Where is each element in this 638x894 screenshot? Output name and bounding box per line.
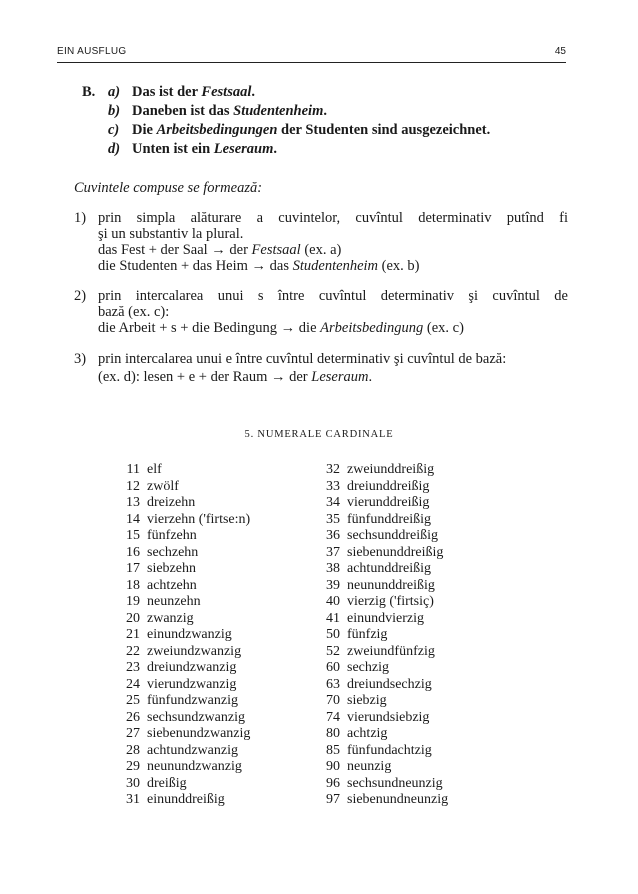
numeral-number: 16 (126, 544, 140, 560)
running-title: EIN AUSFLUG (57, 46, 127, 57)
rule-3 (74, 350, 568, 386)
rule-text: prin intercalarea unui e între cuvîntul determinativ şi cuvîntul de bază: (98, 351, 507, 367)
numeral-word: fünfzehn (147, 528, 197, 543)
numerals-left-column (120, 462, 250, 809)
numeral-number: 23 (126, 660, 140, 675)
numeral-number: 36 (326, 528, 340, 543)
numeral-row (120, 561, 250, 578)
numeral-row (320, 776, 448, 793)
numeral-word: fünfzig (347, 627, 388, 642)
numeral-word: achtzehn (147, 577, 197, 593)
numeral-word: sechsunddreißig (347, 528, 438, 543)
example-text: Das ist der Festsaal. (132, 84, 255, 100)
example-sentences (82, 83, 490, 159)
numeral-number: 26 (126, 709, 140, 725)
numeral-word: einunddreißig (147, 792, 225, 807)
numeral-row (320, 743, 448, 760)
numeral-number: 24 (126, 676, 140, 692)
numeral-word: einundvierzig (347, 610, 424, 626)
numeral-row (320, 479, 448, 496)
numeral-row (120, 660, 250, 677)
numeral-word: siebzig (347, 693, 387, 708)
numeral-number: 30 (126, 775, 140, 791)
numeral-number: 90 (326, 759, 340, 774)
example-tag: c) (108, 122, 120, 138)
numeral-number: 27 (126, 726, 140, 741)
numeral-number: 85 (326, 742, 340, 758)
numeral-number: 21 (126, 627, 140, 642)
numeral-word: vierzehn ('firtse:n) (147, 511, 251, 527)
numeral-row (320, 644, 448, 661)
numeral-number: 39 (326, 577, 340, 593)
numeral-word: sechsundneunzig (347, 775, 443, 791)
numeral-word: achtundzwanzig (147, 742, 238, 758)
example-row (82, 102, 490, 121)
numeral-word: zweiundfünfzig (347, 643, 435, 659)
numeral-number: 40 (326, 594, 340, 609)
numeral-number: 96 (326, 775, 340, 791)
numeral-row (320, 677, 448, 694)
numeral-row (320, 512, 448, 529)
numeral-row (320, 660, 448, 677)
numeral-row (120, 726, 250, 743)
numerals-heading: 5. NUMERALE CARDINALE (244, 429, 394, 440)
numeral-number: 15 (126, 528, 140, 543)
numeral-number: 35 (326, 511, 340, 527)
example-row (82, 140, 490, 159)
numeral-row (320, 627, 448, 644)
numeral-word: elf (147, 462, 162, 477)
numeral-word: neunzehn (147, 594, 201, 609)
numeral-word: zwölf (147, 478, 179, 494)
numeral-word: zwanzig (147, 610, 194, 626)
numeral-row (320, 462, 448, 479)
numeral-word: neunzig (347, 759, 392, 774)
numeral-number: 38 (326, 561, 340, 576)
numeral-word: achtunddreißig (347, 561, 431, 576)
numeral-number: 97 (326, 792, 340, 807)
numeral-word: neunundzwanzig (147, 759, 242, 774)
numeral-number: 13 (126, 495, 140, 510)
numeral-row (120, 792, 250, 809)
rule-example: (ex. d): lesen + e + der Raum → der Leseraum. (98, 369, 373, 385)
numeral-word: siebenunddreißig (347, 544, 444, 560)
numeral-word: sechzehn (147, 544, 199, 560)
example-text: Die Arbeitsbedingungen der Studenten sind ausgezeichnet. (132, 122, 491, 138)
numeral-word: siebenundneunzig (347, 792, 449, 807)
numeral-word: achtzig (347, 726, 388, 741)
numeral-row (320, 611, 448, 628)
numeral-number: 11 (126, 462, 140, 477)
numeral-row (120, 776, 250, 793)
numeral-word: zweiunddreißig (347, 462, 435, 477)
numeral-word: siebzehn (147, 561, 196, 576)
numeral-number: 50 (326, 627, 340, 642)
numeral-row (120, 627, 250, 644)
rule-text: bază (ex. c): (98, 304, 170, 320)
example-tag: d) (108, 141, 121, 157)
numeral-number: 37 (326, 544, 340, 560)
numeral-word: dreiundzwanzig (147, 660, 237, 675)
numeral-number: 28 (126, 742, 140, 758)
numeral-row (320, 561, 448, 578)
numeral-row (120, 611, 250, 628)
numeral-number: 74 (326, 709, 340, 725)
example-text: Unten ist ein Leseraum. (132, 141, 278, 157)
numeral-word: sechsundzwanzig (147, 709, 245, 725)
numeral-number: 63 (326, 676, 340, 692)
rule-number: 2) (74, 288, 87, 304)
numeral-number: 20 (126, 610, 140, 626)
numeral-word: fünfunddreißig (347, 511, 431, 527)
numeral-row (320, 578, 448, 595)
numeral-row (120, 710, 250, 727)
rule-2 (74, 288, 568, 336)
numeral-row (320, 594, 448, 611)
numeral-word: sechzig (347, 660, 389, 675)
example-tag: b) (108, 103, 121, 119)
page-number: 45 (554, 46, 566, 57)
numeral-row (120, 693, 250, 710)
numeral-number: 80 (326, 726, 340, 741)
numeral-word: dreißig (147, 775, 187, 791)
numeral-word: fünfundachtzig (347, 742, 432, 758)
numeral-word: einundzwanzig (147, 627, 232, 642)
section-letter: B. (82, 84, 96, 100)
numeral-row (320, 528, 448, 545)
numeral-number: 17 (126, 561, 140, 576)
numeral-number: 32 (326, 462, 340, 477)
numeral-row (120, 759, 250, 776)
numeral-number: 14 (126, 511, 140, 527)
numeral-word: dreiundsechzig (347, 676, 432, 692)
numeral-word: zweiundzwanzig (147, 643, 242, 659)
numeral-word: vierundzwanzig (147, 676, 237, 692)
numeral-row (120, 528, 250, 545)
numeral-row (320, 693, 448, 710)
numeral-number: 19 (126, 594, 140, 609)
example-row (82, 83, 490, 102)
numeral-row (120, 495, 250, 512)
numeral-number: 29 (126, 759, 140, 774)
rule-text: prin simpla alăturare a cuvintelor, cuvîntul determinativ putînd fi (98, 210, 568, 226)
rule-number: 1) (74, 210, 87, 226)
numeral-row (320, 545, 448, 562)
numeral-row (120, 462, 250, 479)
numeral-number: 70 (326, 693, 340, 708)
numeral-number: 33 (326, 478, 340, 494)
numeral-row (120, 545, 250, 562)
rule-text: prin intercalarea unui s între cuvîntul determinativ şi cuvîntul de (98, 288, 568, 304)
numeral-number: 60 (326, 660, 340, 675)
numeral-row (120, 512, 250, 529)
rule-example: die Studenten + das Heim → das Studentenheim (ex. b) (98, 258, 420, 274)
numeral-word: neununddreißig (347, 577, 435, 593)
rule-text: şi un substantiv la plural. (98, 226, 244, 242)
numeral-number: 34 (326, 495, 340, 510)
numerals-right-column (320, 462, 448, 809)
numeral-row (120, 594, 250, 611)
numeral-row (320, 726, 448, 743)
numeral-word: siebenundzwanzig (147, 726, 251, 741)
numeral-number: 31 (126, 792, 140, 807)
numeral-number: 25 (126, 693, 140, 708)
numeral-row (320, 759, 448, 776)
page-header (57, 44, 566, 63)
numeral-row (120, 479, 250, 496)
compounds-heading: Cuvintele compuse se formează: (74, 180, 263, 196)
numeral-row (320, 495, 448, 512)
numeral-number: 41 (326, 610, 340, 626)
numeral-word: dreiunddreißig (347, 478, 430, 494)
rule-1 (74, 210, 568, 274)
example-row (82, 121, 490, 140)
numeral-word: fünfundzwanzig (147, 693, 238, 708)
rule-example: die Arbeit + s + die Bedingung → die Arbeitsbedingung (ex. c) (98, 320, 464, 336)
rule-number: 3) (74, 351, 87, 367)
numeral-number: 12 (126, 478, 140, 494)
numeral-row (120, 677, 250, 694)
numeral-row (320, 792, 448, 809)
numeral-row (120, 644, 250, 661)
example-tag: a) (108, 84, 121, 100)
numeral-word: vierundsiebzig (347, 709, 430, 725)
numeral-number: 18 (126, 577, 140, 593)
numeral-number: 52 (326, 643, 340, 659)
numeral-row (120, 578, 250, 595)
numeral-number: 22 (126, 643, 140, 659)
example-text: Daneben ist das Studentenheim. (132, 103, 327, 119)
numeral-word: vierzig ('firtsiç) (347, 594, 434, 609)
numeral-word: dreizehn (147, 495, 196, 510)
numeral-row (120, 743, 250, 760)
numeral-word: vierunddreißig (347, 495, 430, 510)
rule-example: das Fest + der Saal → der Festsaal (ex. a) (98, 242, 342, 258)
numeral-row (320, 710, 448, 727)
